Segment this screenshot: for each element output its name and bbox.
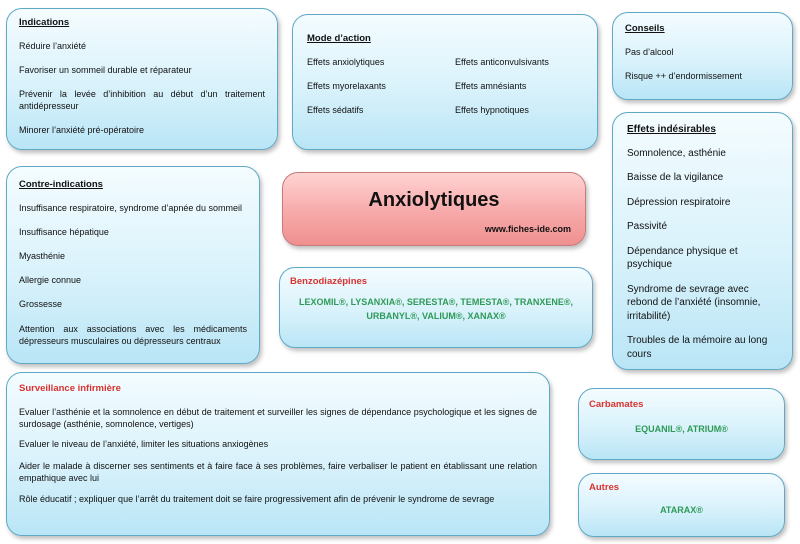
contre-indications-title: Contre-indications [19, 179, 103, 190]
conseils-box [612, 12, 793, 100]
surveillance-title: Surveillance infirmière [19, 383, 121, 394]
conseils-title: Conseils [625, 23, 665, 34]
benzodiazepines-box [279, 267, 593, 348]
surveillance-item: Rôle éducatif ; expliquer que l’arrêt du traitement doit se faire progressivement afin de prévenir le syndrome de sevrage [19, 493, 495, 504]
mode-action-col-2 [455, 56, 583, 128]
autres-box [578, 473, 785, 537]
mode-action-col-1 [307, 56, 435, 128]
effet-item: Dépression respiratoire [627, 196, 731, 208]
effets-indesirables-title: Effets indésirables [627, 124, 716, 135]
surveillance-item: Aider le malade à discerner ses sentiments et à faire face à ses problèmes, faire verbaliser le patient en établissant une relation empathique avec lui [19, 461, 537, 484]
main-title-box [282, 172, 586, 246]
mode-action-item: Effets anticonvulsivants [455, 56, 549, 67]
autres-drugs: ATARAX® [660, 504, 703, 515]
carbamates-title: Carbamates [589, 399, 644, 410]
effet-item: Somnolence, asthénie [627, 147, 726, 159]
mode-action-box [292, 14, 598, 150]
mode-action-grid [307, 56, 583, 128]
contre-indication-item: Allergie connue [19, 275, 82, 286]
mode-action-item: Effets hypnotiques [455, 105, 529, 116]
effets-indesirables-box [612, 112, 793, 370]
effet-item: Dépendance physique et psychique [627, 245, 738, 270]
contre-indications-box [6, 166, 260, 364]
website-link[interactable]: www.fiches-ide.com [484, 223, 571, 234]
carbamates-drugs: EQUANIL®, ATRIUM® [635, 423, 728, 434]
benzodiazepines-title: Benzodiazépines [290, 276, 368, 287]
mode-action-item: Effets myorelaxants [307, 80, 386, 91]
surveillance-box [6, 372, 550, 536]
surveillance-item: Evaluer l’asthénie et la somnolence en début de traitement et surveiller les signes de dépendance psychologique et les signes de surdosage (asthénie, somnolence, vertiges) [19, 406, 537, 429]
benzodiazepines-drugs: LEXOMIL®, LYSANXIA®, SERESTA®, TEMESTA®, TRANXENE®, URBANYL®, VALIUM®, XANAX® [298, 296, 574, 322]
effet-item: Passivité [627, 221, 668, 232]
surveillance-item: Evaluer le niveau de l’anxiété, limiter les situations anxiogènes [19, 439, 269, 450]
indication-item: Favoriser un sommeil durable et réparateur [19, 64, 192, 75]
indication-item: Prévenir la levée d’inhibition au début d’un traitement antidépresseur [19, 89, 265, 112]
effet-item: Troubles de la mémoire au long cours [627, 335, 768, 360]
mode-action-item: Effets sédatifs [307, 105, 364, 116]
effet-item: Syndrome de sevrage avec rebond de l’anxiété (insomnie, irritabilité) [627, 283, 761, 322]
indications-title: Indications [19, 17, 70, 28]
contre-indication-item: Myasthénie [19, 251, 66, 262]
page-title: Anxiolytiques [368, 189, 500, 211]
contre-indication-item: Insuffisance hépatique [19, 226, 109, 237]
carbamates-box [578, 388, 785, 460]
mode-action-item: Effets anxiolytiques [307, 56, 385, 67]
conseil-item: Pas d’alcool [625, 46, 674, 57]
mode-action-title: Mode d’action [307, 33, 371, 44]
contre-indication-item: Insuffisance respiratoire, syndrome d’apnée du sommeil [19, 202, 242, 213]
mode-action-item: Effets amnésiants [455, 80, 527, 91]
indication-item: Réduire l’anxiété [19, 40, 87, 51]
contre-indication-item: Attention aux associations avec les médicaments dépresseurs musculaires ou dépresseurs centraux [19, 323, 247, 346]
conseil-item: Risque ++ d’endormissement [625, 70, 743, 81]
effet-item: Baisse de la vigilance [627, 172, 724, 183]
autres-title: Autres [589, 482, 620, 493]
indications-box [6, 8, 278, 150]
indication-item: Minorer l’anxiété pré-opératoire [19, 125, 145, 136]
contre-indication-item: Grossesse [19, 299, 63, 310]
